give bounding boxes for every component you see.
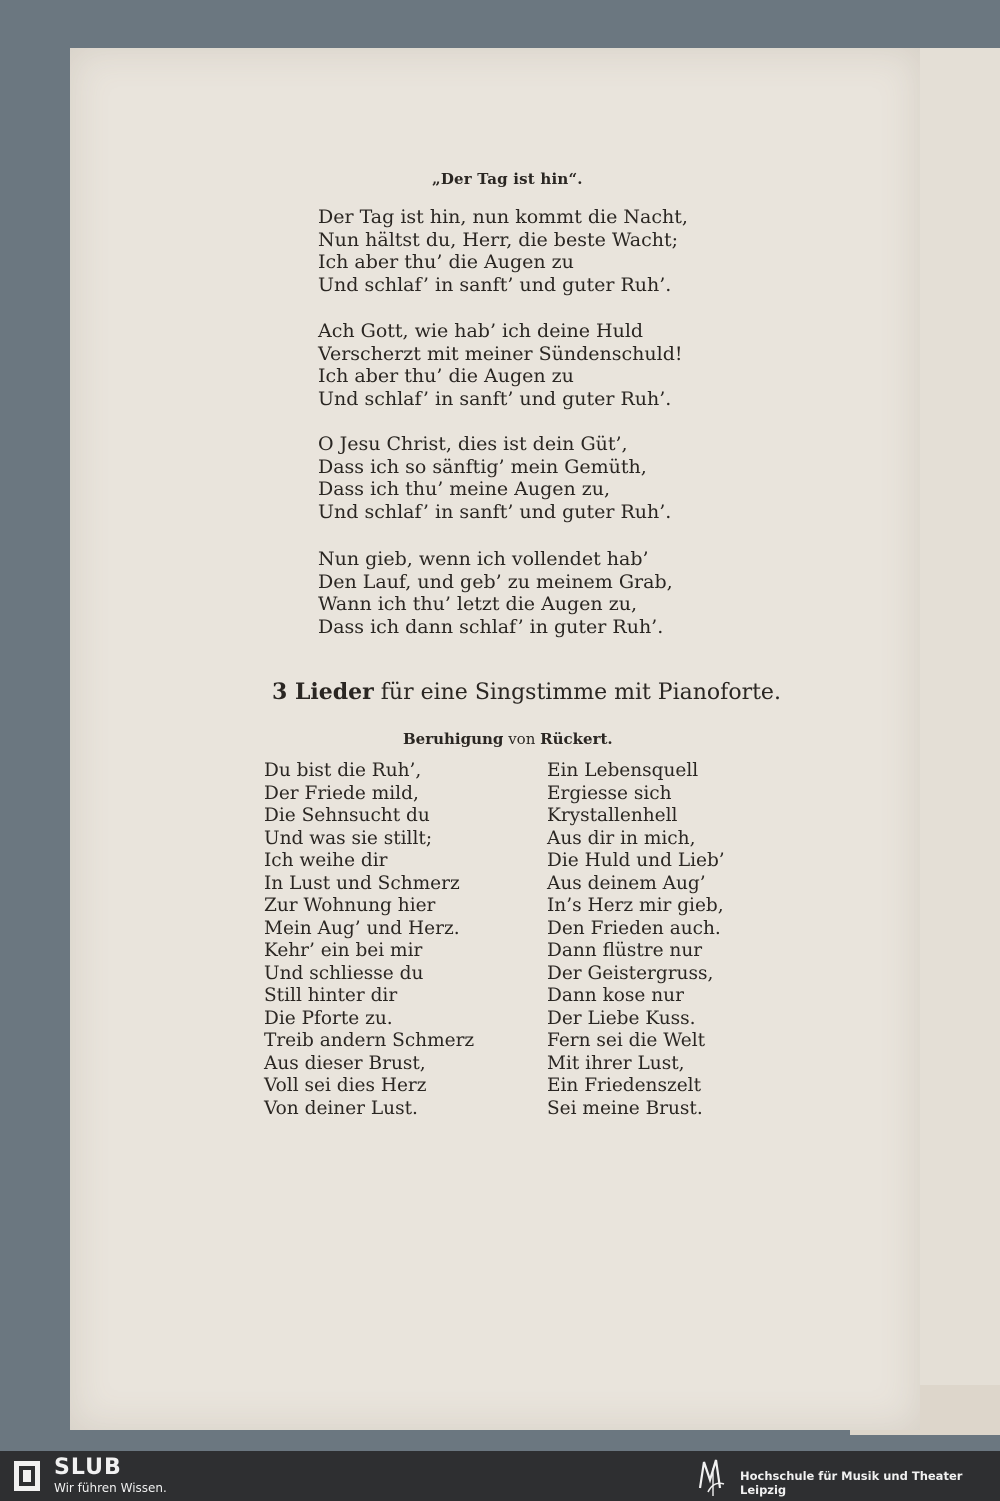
poem-line: O Jesu Christ, dies ist dein Güt’, xyxy=(318,433,628,455)
poem-line: Ach Gott, wie hab’ ich deine Huld xyxy=(318,320,644,342)
poem-line: Du bist die Ruh’, xyxy=(264,760,422,781)
poem-line: Den Lauf, und geb’ zu meinem Grab, xyxy=(318,570,673,593)
poem-line: Und schlaf’ in sanft’ und guter Ruh’. xyxy=(318,273,672,296)
poem-line: Die Huld und Lieb’ xyxy=(547,850,725,871)
poem2-title xyxy=(403,730,613,748)
poem-line: Wann ich thu’ letzt die Augen zu, xyxy=(318,593,637,615)
poem-line: Ich aber thu’ die Augen zu xyxy=(318,365,574,387)
poem-line: Dass ich dann schlaf’ in guter Ruh’. xyxy=(318,615,664,638)
poem-line: Ich aber thu’ die Augen zu xyxy=(318,251,574,273)
poem-line: Verscherzt mit meiner Sündenschuld! xyxy=(318,342,683,365)
slub-logo-icon[interactable] xyxy=(14,1461,40,1491)
section-heading-rest: für eine Singstimme mit Pianoforte. xyxy=(373,680,781,705)
poem-line: Krystallenhell xyxy=(547,805,678,826)
poem-line: Ein Lebensquell xyxy=(547,760,699,781)
poem-line: Dass ich so sänftig’ mein Gemüth, xyxy=(318,455,647,478)
poem-line: Ergiesse sich xyxy=(547,782,672,804)
slub-name[interactable]: SLUB xyxy=(54,1455,122,1480)
poem-line: Und schliesse du xyxy=(264,962,424,984)
poem2-title-name: Beruhigung xyxy=(403,730,504,748)
poem-line: Ein Friedenszelt xyxy=(547,1075,702,1096)
poem-line: Nun hältst du, Herr, die beste Wacht; xyxy=(318,228,679,251)
poem-line: Den Frieden auch. xyxy=(547,917,721,939)
poem-line: Aus dir in mich, xyxy=(547,827,696,849)
poem1-stanza-2 xyxy=(318,320,683,410)
poem-line: In’s Herz mir gieb, xyxy=(547,895,724,916)
poem-line: Der Liebe Kuss. xyxy=(547,1007,696,1029)
section-heading xyxy=(272,679,781,705)
poem-line: Sei meine Brust. xyxy=(547,1097,703,1119)
poem-line: Voll sei dies Herz xyxy=(264,1075,427,1096)
adjacent-page-edge xyxy=(918,48,1000,1388)
poem2-left-column xyxy=(264,760,474,1120)
poem-line: Der Friede mild, xyxy=(264,782,419,804)
poem-line: Kehr’ ein bei mir xyxy=(264,940,423,961)
slub-tagline: Wir führen Wissen. xyxy=(54,1481,167,1495)
poem-line: Der Tag ist hin, nun kommt die Nacht, xyxy=(318,206,688,228)
poem-line: Treib andern Schmerz xyxy=(264,1030,475,1051)
section-heading-bold: 3 Lieder xyxy=(272,679,374,705)
poem-line: Die Pforte zu. xyxy=(264,1007,393,1029)
poem-line: Die Sehnsucht du xyxy=(264,805,430,826)
poem1-stanza-4 xyxy=(318,548,673,638)
poem-line: Still hinter dir xyxy=(264,985,398,1006)
poem-line: Zur Wohnung hier xyxy=(264,895,436,916)
poem-line: Aus deinem Aug’ xyxy=(547,872,706,894)
poem-line: In Lust und Schmerz xyxy=(264,872,460,894)
poem-line: Und schlaf’ in sanft’ und guter Ruh’. xyxy=(318,387,672,410)
poem-line: Und was sie stillt; xyxy=(264,827,433,849)
poem-line: Und schlaf’ in sanft’ und guter Ruh’. xyxy=(318,500,672,523)
hmt-logo-icon[interactable] xyxy=(694,1454,730,1498)
institution-name[interactable]: Hochschule für Musik und Theater Leipzig xyxy=(740,1469,963,1497)
poem1-stanza-1 xyxy=(318,206,688,296)
poem2-title-author: Rückert. xyxy=(540,730,613,748)
poem-line: Dann flüstre nur xyxy=(547,940,703,961)
poem1-title: „Der Tag ist hin“. xyxy=(432,170,583,188)
poem-line: Mein Aug’ und Herz. xyxy=(264,917,460,939)
poem-line: Nun gieb, wenn ich vollendet hab’ xyxy=(318,548,649,570)
poem-line: Mit ihrer Lust, xyxy=(547,1052,685,1074)
poem2-title-von: von xyxy=(503,730,541,748)
poem-line: Dass ich thu’ meine Augen zu, xyxy=(318,478,611,500)
poem-line: Dann kose nur xyxy=(547,985,684,1006)
poem2-right-column xyxy=(547,760,725,1120)
poem1-stanza-3 xyxy=(318,433,671,523)
poem-line: Der Geistergruss, xyxy=(547,962,714,984)
poem-line: Aus dieser Brust, xyxy=(264,1052,426,1074)
poem-line: Ich weihe dir xyxy=(264,850,388,871)
poem-line: Fern sei die Welt xyxy=(547,1030,706,1051)
footer-bar xyxy=(0,1451,1000,1501)
poem-line: Von deiner Lust. xyxy=(264,1097,418,1119)
